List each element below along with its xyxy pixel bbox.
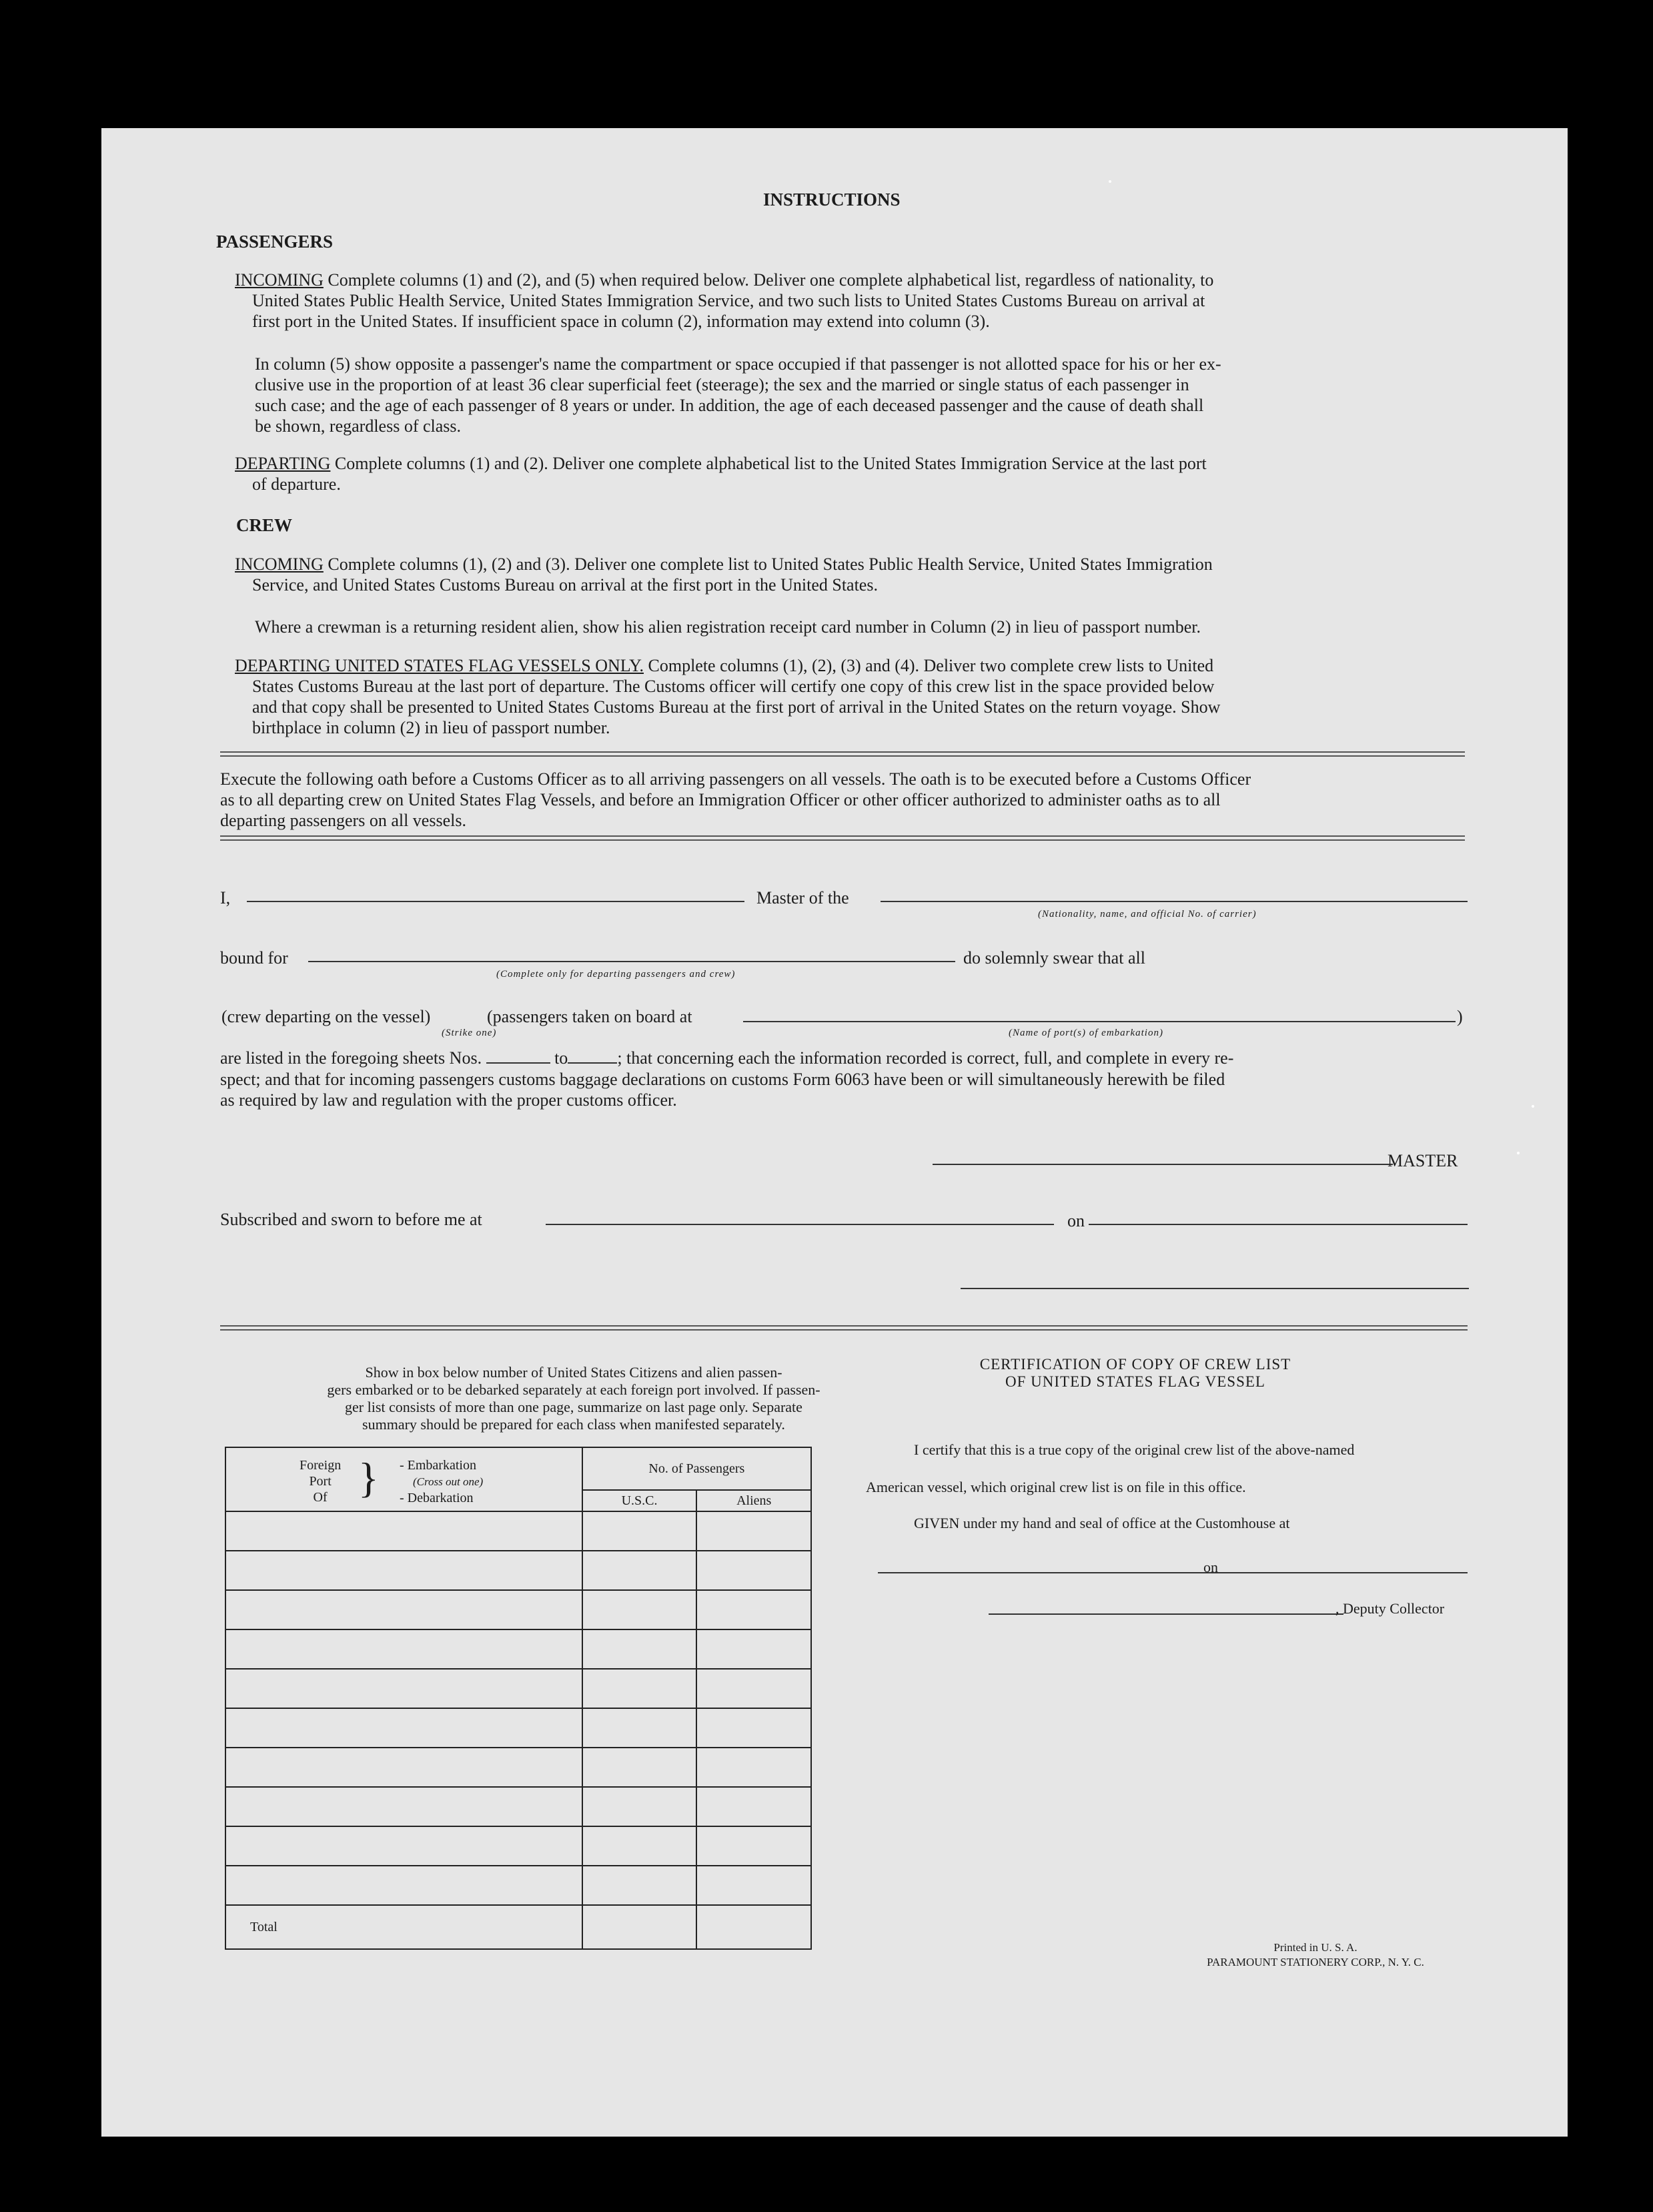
departing-label: DEPARTING [235, 454, 331, 473]
aliens-cell[interactable] [696, 1826, 811, 1866]
aliens-cell[interactable] [696, 1511, 811, 1551]
sworn-on-label: on [1067, 1211, 1085, 1230]
aliens-cell[interactable] [696, 1669, 811, 1708]
total-aliens-cell[interactable] [696, 1905, 811, 1949]
aliens-cell[interactable] [696, 1629, 811, 1669]
aliens-cell[interactable] [696, 1787, 811, 1826]
port-cell[interactable] [225, 1866, 582, 1905]
usc-cell[interactable] [582, 1590, 697, 1629]
form-page [101, 128, 1568, 2137]
sworn-place-field[interactable] [546, 1224, 1054, 1225]
section-divider [220, 835, 1465, 841]
destination-field[interactable] [308, 961, 955, 962]
sheet-to-field[interactable] [568, 1062, 617, 1064]
usc-cell[interactable] [582, 1826, 697, 1866]
scan-speck [1532, 1105, 1534, 1108]
oath-line-2: spect; and that for incoming passengers customs baggage declarations on customs Form 6063 have been or will simultaneously herewith be filed [220, 1070, 1225, 1089]
port-cell[interactable] [225, 1748, 582, 1787]
table-row [225, 1511, 811, 1551]
master-name-field[interactable] [247, 901, 744, 902]
certification-line-2: American vessel, which original crew list is on file in this office. [866, 1479, 1246, 1495]
usc-cell[interactable] [582, 1551, 697, 1590]
passengers-taken-option[interactable]: (passengers taken on board at [487, 1007, 692, 1026]
scan-speck [1517, 1152, 1520, 1154]
port-cell[interactable] [225, 1551, 582, 1590]
total-label: Total [225, 1905, 582, 1949]
table-row [225, 1590, 811, 1629]
crew-incoming-paragraph: INCOMING Complete columns (1), (2) and (3). Deliver one complete list to United States Public Health Service, United States Immigration Service, and United States Customs Bureau on arrival at the first port in the United States. [235, 555, 1213, 595]
flag-vessels-label: DEPARTING UNITED STATES FLAG VESSELS ONLY. [235, 656, 644, 675]
passengers-heading: PASSENGERS [216, 232, 334, 252]
table-row [225, 1826, 811, 1866]
strike-one-caption: (Strike one) [442, 1028, 497, 1038]
oath-line-3: as required by law and regulation with the proper customs officer. [220, 1090, 677, 1110]
section-divider [220, 1325, 1468, 1331]
crew-departing-option[interactable]: (crew departing on the vessel) [221, 1007, 431, 1026]
usc-header: U.S.C. [582, 1490, 697, 1511]
swear-label: do solemnly swear that all [963, 948, 1145, 968]
usc-cell[interactable] [582, 1629, 697, 1669]
close-paren: ) [1457, 1007, 1463, 1026]
passenger-count-table [225, 1447, 812, 1950]
port-cell[interactable] [225, 1669, 582, 1708]
crewman-paragraph: Where a crewman is a returning resident alien, show his alien registration receipt card number in Column (2) in lieu of passport number. [255, 617, 1201, 637]
aliens-cell[interactable] [696, 1748, 811, 1787]
sworn-date-field[interactable] [1089, 1224, 1468, 1225]
usc-cell[interactable] [582, 1669, 697, 1708]
table-row [225, 1669, 811, 1708]
table-row [225, 1551, 811, 1590]
master-label: MASTER [1388, 1151, 1458, 1170]
certification-title: CERTIFICATION OF COPY OF CREW LIST OF UNITED STATES FLAG VESSEL [979, 1356, 1291, 1390]
table-row [225, 1629, 811, 1669]
subscribed-label: Subscribed and sworn to before me at [220, 1210, 482, 1229]
usc-cell[interactable] [582, 1708, 697, 1748]
departing-paragraph: DEPARTING Complete columns (1) and (2). Deliver one complete alphabetical list to the United States Immigration Service at the last port of departure. [235, 454, 1207, 494]
port-caption: (Name of port(s) of embarkation) [1009, 1028, 1163, 1038]
incoming-paragraph: INCOMING Complete columns (1) and (2), and (5) when required below. Deliver one complete alphabetical list, regardless of nationality, to United States Public Health Service, United States Immigration Service, and two such lists to United States Customs Bureau on arrival at first port in the United States. If insufficient space in column (2), information may extend into column (3). [235, 270, 1214, 331]
carrier-field[interactable] [881, 901, 1468, 902]
bound-for-label: bound for [220, 948, 288, 968]
officer-signature-field[interactable] [961, 1288, 1469, 1289]
deputy-collector-label: , Deputy Collector [1335, 1600, 1445, 1617]
port-cell[interactable] [225, 1787, 582, 1826]
total-row [225, 1905, 811, 1949]
embarkation-option[interactable]: - Embarkation [400, 1458, 476, 1473]
port-cell[interactable] [225, 1590, 582, 1629]
printer-imprint: Printed in U. S. A. PARAMOUNT STATIONERY CORP., N. Y. C. [1207, 1941, 1424, 1968]
no-of-passengers-header: No. of Passengers [582, 1447, 811, 1490]
deputy-signature-field[interactable] [989, 1613, 1343, 1615]
certification-line-1: I certify that this is a true copy of the original crew list of the above-named [914, 1441, 1355, 1458]
summary-note: Show in box below number of United States Citizens and alien passen- gers embarked or to be debarked separately at each foreign port involved. If passen- ger list consists of more than one page, summarize on last page only. Separate summary should be prepared for each class when manifested separately. [327, 1364, 820, 1433]
table-row [225, 1866, 811, 1905]
oath-listed-text: are listed in the foregoing sheets Nos. to ; that concerning each the information recorded is correct, full, and complete in every re- [220, 1048, 1234, 1068]
scan-speck [1109, 180, 1111, 183]
table-row [225, 1787, 811, 1826]
usc-cell[interactable] [582, 1748, 697, 1787]
port-cell[interactable] [225, 1511, 582, 1551]
aliens-cell[interactable] [696, 1708, 811, 1748]
certification-line-3: GIVEN under my hand and seal of office at the Customhouse at [914, 1515, 1290, 1531]
sheet-from-field[interactable] [486, 1062, 550, 1064]
certification-date-field[interactable] [1227, 1572, 1468, 1573]
debarkation-option[interactable]: - Debarkation [400, 1491, 474, 1505]
oath-intro: Execute the following oath before a Customs Officer as to all arriving passengers on all vessels. The oath is to be executed before a Customs Officer as to all departing crew on United States Flag Vessels, and before an Immigration Officer or other officer authorized to administer oaths as to all departing passengers on all vessels. [220, 769, 1251, 830]
crew-heading: CREW [236, 515, 293, 535]
destination-caption: (Complete only for departing passengers and crew) [496, 969, 736, 980]
brace-icon: } [358, 1454, 379, 1501]
embarkation-port-field[interactable] [743, 1021, 1456, 1022]
port-header-cell: Foreign Port Of } - Embarkation (Cross out one) - Debarkation [225, 1447, 582, 1511]
aliens-cell[interactable] [696, 1590, 811, 1629]
usc-cell[interactable] [582, 1787, 697, 1826]
port-cell[interactable] [225, 1629, 582, 1669]
form-title: INSTRUCTIONS [763, 190, 901, 210]
usc-cell[interactable] [582, 1511, 697, 1551]
total-usc-cell[interactable] [582, 1905, 697, 1949]
carrier-caption: (Nationality, name, and official No. of carrier) [1038, 909, 1257, 919]
master-signature-field[interactable] [933, 1164, 1393, 1165]
port-cell[interactable] [225, 1708, 582, 1748]
section-divider [220, 751, 1465, 757]
oath-i-label: I, [220, 888, 231, 907]
usc-cell[interactable] [582, 1866, 697, 1905]
port-cell[interactable] [225, 1826, 582, 1866]
column5-paragraph: In column (5) show opposite a passenger's name the compartment or space occupied if that passenger is not allotted space for his or her ex- clusive use in the proportion of at least 36 clear superficial feet (steerage); the sex and the married or single status of each passenger in such case; and the age of each passenger of 8 years or under. In addition, the age of each deceased passenger and the cause of death shall be shown, regardless of class. [255, 354, 1221, 436]
crew-incoming-label: INCOMING [235, 555, 324, 574]
table-row [225, 1708, 811, 1748]
flag-vessels-paragraph: DEPARTING UNITED STATES FLAG VESSELS ONLY. Complete columns (1), (2), (3) and (4). Deliver two complete crew lists to United States Customs Bureau at the last port of departure. The Customs officer will certify one copy of this crew list in the space provided below and that copy shall be presented to United States Customs Bureau at the first port of arrival in the United States on the return voyage. Show birthplace in column (2) in lieu of passport number. [235, 656, 1221, 737]
table-row [225, 1748, 811, 1787]
certification-on-label: on [1203, 1559, 1218, 1575]
aliens-cell[interactable] [696, 1866, 811, 1905]
incoming-label: INCOMING [235, 270, 324, 290]
master-of-the-label: Master of the [756, 888, 849, 907]
aliens-cell[interactable] [696, 1551, 811, 1590]
aliens-header: Aliens [696, 1490, 811, 1511]
